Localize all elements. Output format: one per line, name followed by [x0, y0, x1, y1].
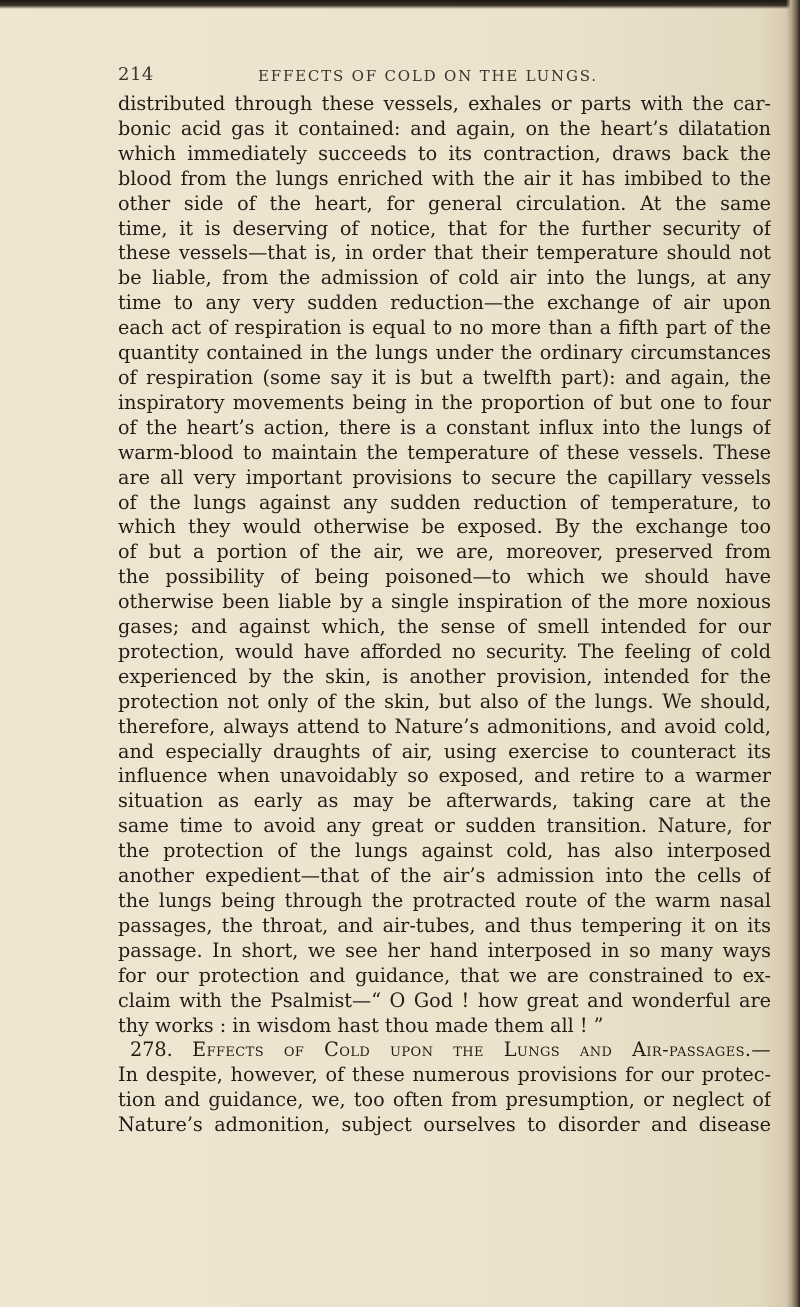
section-heading: Effects of Cold upon the Lungs and Air-passages.— [192, 1038, 771, 1062]
text-line: time to any very sudden reduction—the exchange of air upon [118, 291, 771, 315]
text-line: claim with the Psalmist—“ O God ! how great and wonderful are [118, 988, 771, 1012]
text-line: Nature’s admonition, subject ourselves to disorder and disease [118, 1113, 771, 1137]
text-line: time, it is deserving of notice, that for the further security of [118, 216, 771, 240]
text-line: these vessels—that is, in order that their temperature should not [118, 241, 771, 265]
text-line: passages, the throat, and air-tubes, and thus tempering it on its [118, 913, 771, 937]
text-line: tion and guidance, we, too often from presumption, or neglect of [118, 1088, 771, 1112]
text-line: of the lungs against any sudden reduction of temperature, to [118, 490, 771, 514]
text-line: gases; and against which, the sense of smell intended for our [118, 615, 771, 639]
text-line: the protection of the lungs against cold, has also interposed [118, 839, 771, 863]
text-line: In despite, however, of these numerous provisions for our protec- [118, 1063, 771, 1087]
text-line: passage. In short, we see her hand interposed in so many ways [118, 938, 771, 962]
text-line: same time to avoid any great or sudden transition. Nature, for [118, 814, 771, 838]
text-line: protection, would have afforded no security. The feeling of cold [118, 639, 771, 663]
text-line: blood from the lungs enriched with the air it has imbibed to the [118, 166, 771, 190]
text-line: inspiratory movements being in the proportion of but one to four [118, 390, 771, 414]
text-line: another expedient—that of the air’s admission into the cells of [118, 864, 771, 888]
text-line: experienced by the skin, is another provision, intended for the [118, 664, 771, 688]
text-line: distributed through these vessels, exhales or parts with the car- [118, 92, 771, 115]
text-line: and especially draughts of air, using exercise to counteract its [118, 739, 771, 763]
text-line: warm-blood to maintain the temperature of these vessels. These [118, 440, 771, 464]
text-line: are all very important provisions to secure the capillary vessels [118, 465, 771, 489]
section-heading-line [118, 1038, 771, 1063]
body-text [118, 92, 771, 1138]
text-line: situation as early as may be afterwards, taking care at the [118, 789, 771, 813]
text-line: each act of respiration is equal to no more than a fifth part of the [118, 316, 771, 340]
text-line: other side of the heart, for general circulation. At the same [118, 191, 771, 215]
text-line: quantity contained in the lungs under the ordinary circumstances [118, 341, 771, 365]
text-line: of the heart’s action, there is a constant influx into the lungs of [118, 415, 771, 439]
text-line: for our protection and guidance, that we are constrained to ex- [118, 963, 771, 987]
page-header [118, 64, 760, 90]
text-line: of but a portion of the air, we are, moreover, preserved from [118, 540, 771, 564]
page-gutter-edge [786, 0, 800, 1307]
text-line: influence when unavoidably so exposed, and retire to a warmer [118, 764, 771, 788]
text-line: therefore, always attend to Nature’s admonitions, and avoid cold, [118, 714, 771, 738]
section-number: 278. [130, 1038, 173, 1062]
text-line: protection not only of the skin, but also of the lungs. We should, [118, 689, 771, 713]
text-line: otherwise been liable by a single inspiration of the more noxious [118, 590, 771, 614]
text-line: the lungs being through the protracted route of the warm nasal [118, 889, 771, 912]
page-number: 214 [118, 64, 154, 85]
text-line: of respiration (some say it is but a twelfth part): and again, the [118, 365, 771, 389]
text-line: which immediately succeeds to its contraction, draws back the [118, 141, 771, 165]
text-line: which they would otherwise be exposed. By the exchange too [118, 515, 771, 539]
top-shadow-rule [0, 0, 790, 9]
text-line: be liable, from the admission of cold air into the lungs, at any [118, 266, 771, 290]
text-line: bonic acid gas it contained: and again, on the heart’s dilatation [118, 116, 771, 140]
running-head: EFFECTS OF COLD ON THE LUNGS. [258, 67, 598, 85]
text-line: thy works : in wisdom hast thou made them all ! ” [118, 1013, 604, 1037]
text-line: the possibility of being poisoned—to which we should have [118, 565, 771, 589]
